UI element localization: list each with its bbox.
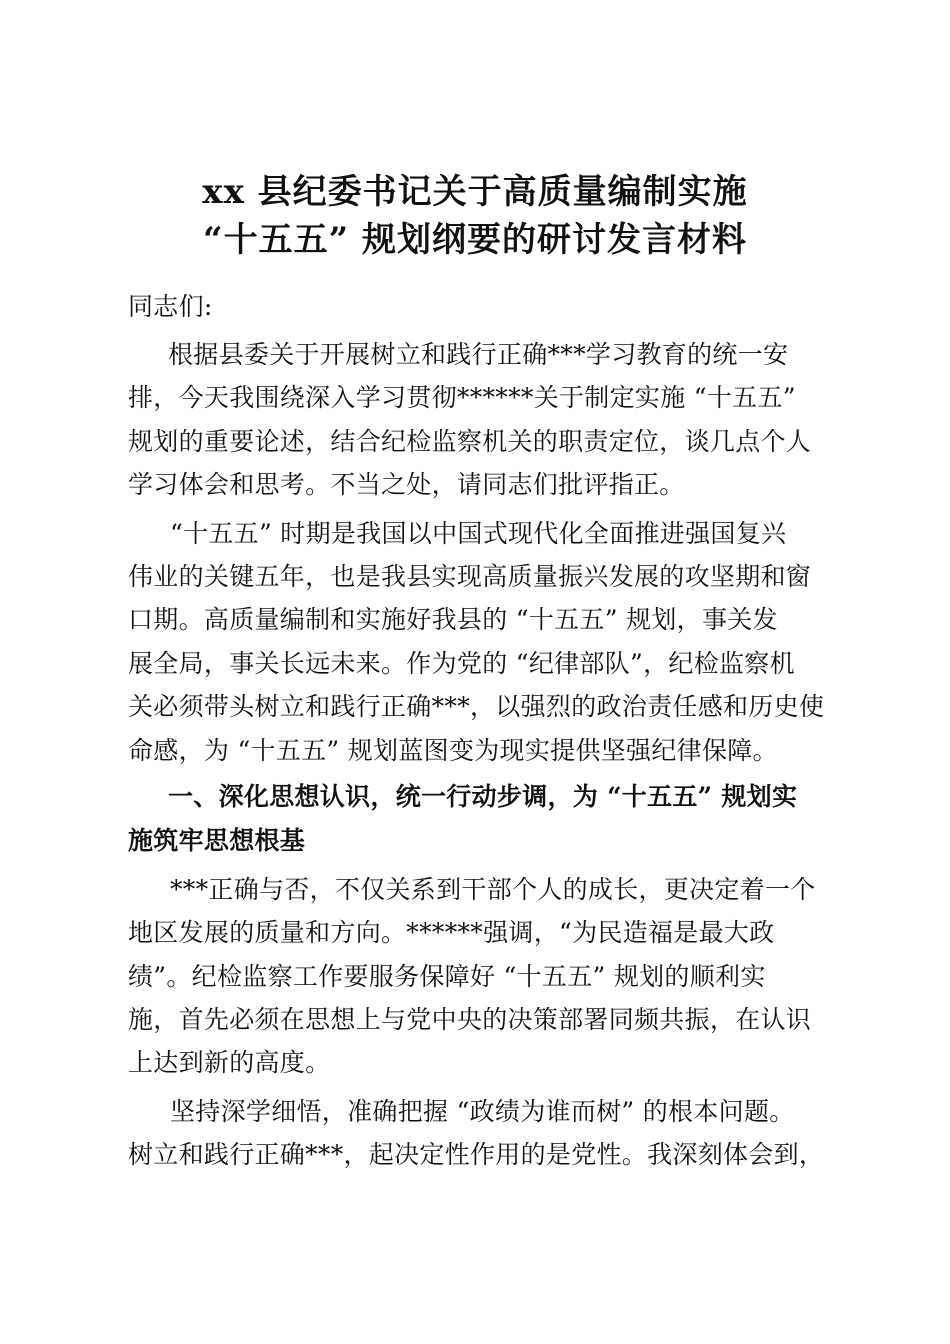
section-heading-line-2: 施筑牢思想根基 (128, 826, 306, 855)
body-line: 地区发展的质量和方向。******强调，“为民造福是最大政 (128, 918, 775, 947)
document-title-line-2: “十五五” 规划纲要的研讨发言材料 (203, 220, 747, 260)
body-line: 关必须带头树立和践行正确***，以强烈的政治责任感和历史使 (128, 692, 825, 721)
document-title-line-1: xx 县纪委书记关于高质量编制实施 (202, 172, 748, 212)
body-line: 命感，为 “十五五” 规划蓝图变为现实提供坚强纪律保障。 (128, 736, 778, 765)
body-line: ***正确与否，不仅关系到干部个人的成长，更决定着一个 (170, 875, 816, 904)
body-line: 伟业的关键五年，也是我县实现高质量振兴发展的攻坚期和窗 (128, 562, 812, 591)
section-heading-line-1: 一、深化思想认识，统一行动步调，为 “十五五” 规划实 (168, 782, 798, 811)
body-line: 排，今天我围绕深入学习贯彻******关于制定实施 “十五五” (128, 383, 796, 412)
body-line: 展全局，事关长远未来。作为党的 “纪律部队”，纪检监察机 (128, 649, 795, 678)
body-line: 绩”。纪检监察工作要服务保障好 “十五五” 规划的顺利实 (128, 962, 766, 991)
body-line: 口期。高质量编制和实施好我县的 “十五五” 规划，事关发 (128, 605, 778, 634)
body-line: “十五五” 时期是我国以中国式现代化全面推进强国复兴 (170, 519, 787, 548)
body-line: 规划的重要论述，结合纪检监察机关的职责定位，谈几点个人 (128, 427, 812, 456)
body-line: 施，首先必须在思想上与党中央的决策部署同频共振，在认识 (128, 1005, 812, 1034)
body-line: 根据县委关于开展树立和践行正确***学习教育的统一安 (168, 340, 789, 369)
salutation: 同志们: (128, 292, 213, 321)
body-line: 上达到新的高度。 (128, 1048, 331, 1077)
body-line: 树立和践行正确***，起决定性作用的是党性。我深刻体会到， (128, 1140, 825, 1169)
body-line: 坚持深学细悟，准确把握 “政绩为谁而树” 的根本问题。 (170, 1097, 795, 1126)
body-line: 学习体会和思考。不当之处，请同志们批评指正。 (128, 470, 685, 499)
